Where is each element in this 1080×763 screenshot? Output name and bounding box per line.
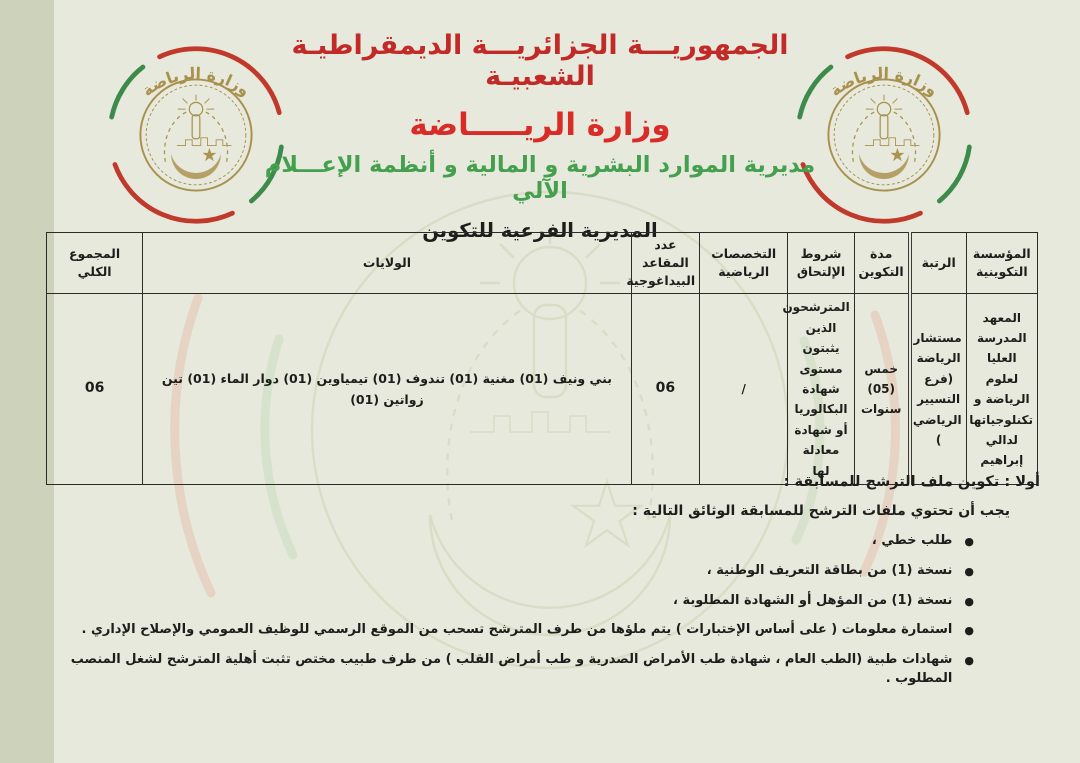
requirement-text: نسخة (1) من المؤهل أو الشهادة المطلوبة ، [673,592,953,608]
requirements-heading: أولا : تكوين ملف الترشح للمسابقة : [783,474,1040,490]
table-header-row [47,233,1038,294]
cell-rank: مستشار الرياضة (فرع التسيير الرياضي ) [910,294,966,485]
training-subdirectorate-title: المديرية الفرعية للتكوين [422,219,658,242]
bullet-icon: ● [964,535,974,548]
list-item [46,651,974,689]
requirement-text: نسخة (1) من بطاقة التعريف الوطنية ، [706,562,953,578]
col-header-specialties: التخصصات الرياضية [700,233,788,294]
list-item [46,621,974,641]
competition-table-wrapper [46,232,1038,485]
svg-text:وزارة الرياضة [826,64,942,100]
requirements-section [46,474,1040,699]
requirement-text: شهادات طبية (الطب العام ، شهادة طب الأمراض الصدرية و طب أمراض القلب ) من طرف طبيب مختص تثبت أهلية المترشح لشغل المنصب المطلوب . [70,652,953,687]
bullet-icon: ● [964,654,974,668]
svg-text:★: ★ [201,144,218,166]
list-item [46,532,974,552]
hr-directorate-title: مديرية الموارد البشرية و المالية و أنظمة الإعـــلام الآلي [264,152,816,204]
table-row [47,294,1038,485]
col-header-wilayas: الولايات [143,233,632,294]
logo-arched-label: وزارة الرياضة [138,63,254,101]
requirements-list [46,532,974,689]
list-item [46,592,974,612]
col-header-seats: عدد المقاعد البيداغوجية [631,233,699,294]
svg-text:★: ★ [889,144,906,166]
cell-specialties: / [700,294,788,485]
col-header-total: المجموع الكلي [47,233,143,294]
cell-seats: 06 [631,294,699,485]
col-header-rank: الرتبة [910,233,966,294]
competition-table [46,232,1038,485]
requirement-text: استمارة معلومات ( على أساس الإختبارات ) يتم ملؤها من طرف المترشح تسحب من الموقع الرسمي للوظيف العمومي والإصلاح الإداري . [81,622,953,638]
list-item [46,562,974,582]
cell-wilayas: بني ونيف (01) مغنية (01) تندوف (01) تيمياوين (01) دوار الماء (01) تين زواتين (01) [143,294,632,485]
requirements-intro: يجب أن تحتوي ملفات الترشح للمسابقة الوثائق التالية : [632,503,1010,519]
bullet-icon: ● [964,624,974,638]
cell-conditions: المترشحون الذين يثبتون مستوى شهادة البكالوريا أو شهادة معادلة لها [788,294,854,485]
col-header-institution: المؤسسة التكوينية [966,233,1037,294]
requirement-text: طلب خطي ، [871,533,953,548]
ministry-title: وزارة الريـــــاضة [409,107,671,143]
bullet-icon: ● [964,564,974,578]
cell-duration: خمس (05) سنوات [854,294,909,485]
bullet-icon: ● [964,594,974,608]
republic-title: الجمهوريـــة الجزائريـــة الديمقراطيـة الشعبيـة [291,30,789,92]
cell-total: 06 [47,294,143,485]
col-header-conditions: شروط الإلتحاق [788,233,854,294]
logo-arched-label: وزارة الرياضة [826,63,942,101]
col-header-duration: مدة التكوين [854,233,909,294]
svg-text:وزارة الرياضة [138,64,254,100]
document-header [252,30,828,242]
cell-institution: المعهد المدرسة العليا لعلوم الرياضة و تكنلوجياتها لدالي إبراهيم [966,294,1037,485]
svg-text:★: ★ [567,463,647,566]
